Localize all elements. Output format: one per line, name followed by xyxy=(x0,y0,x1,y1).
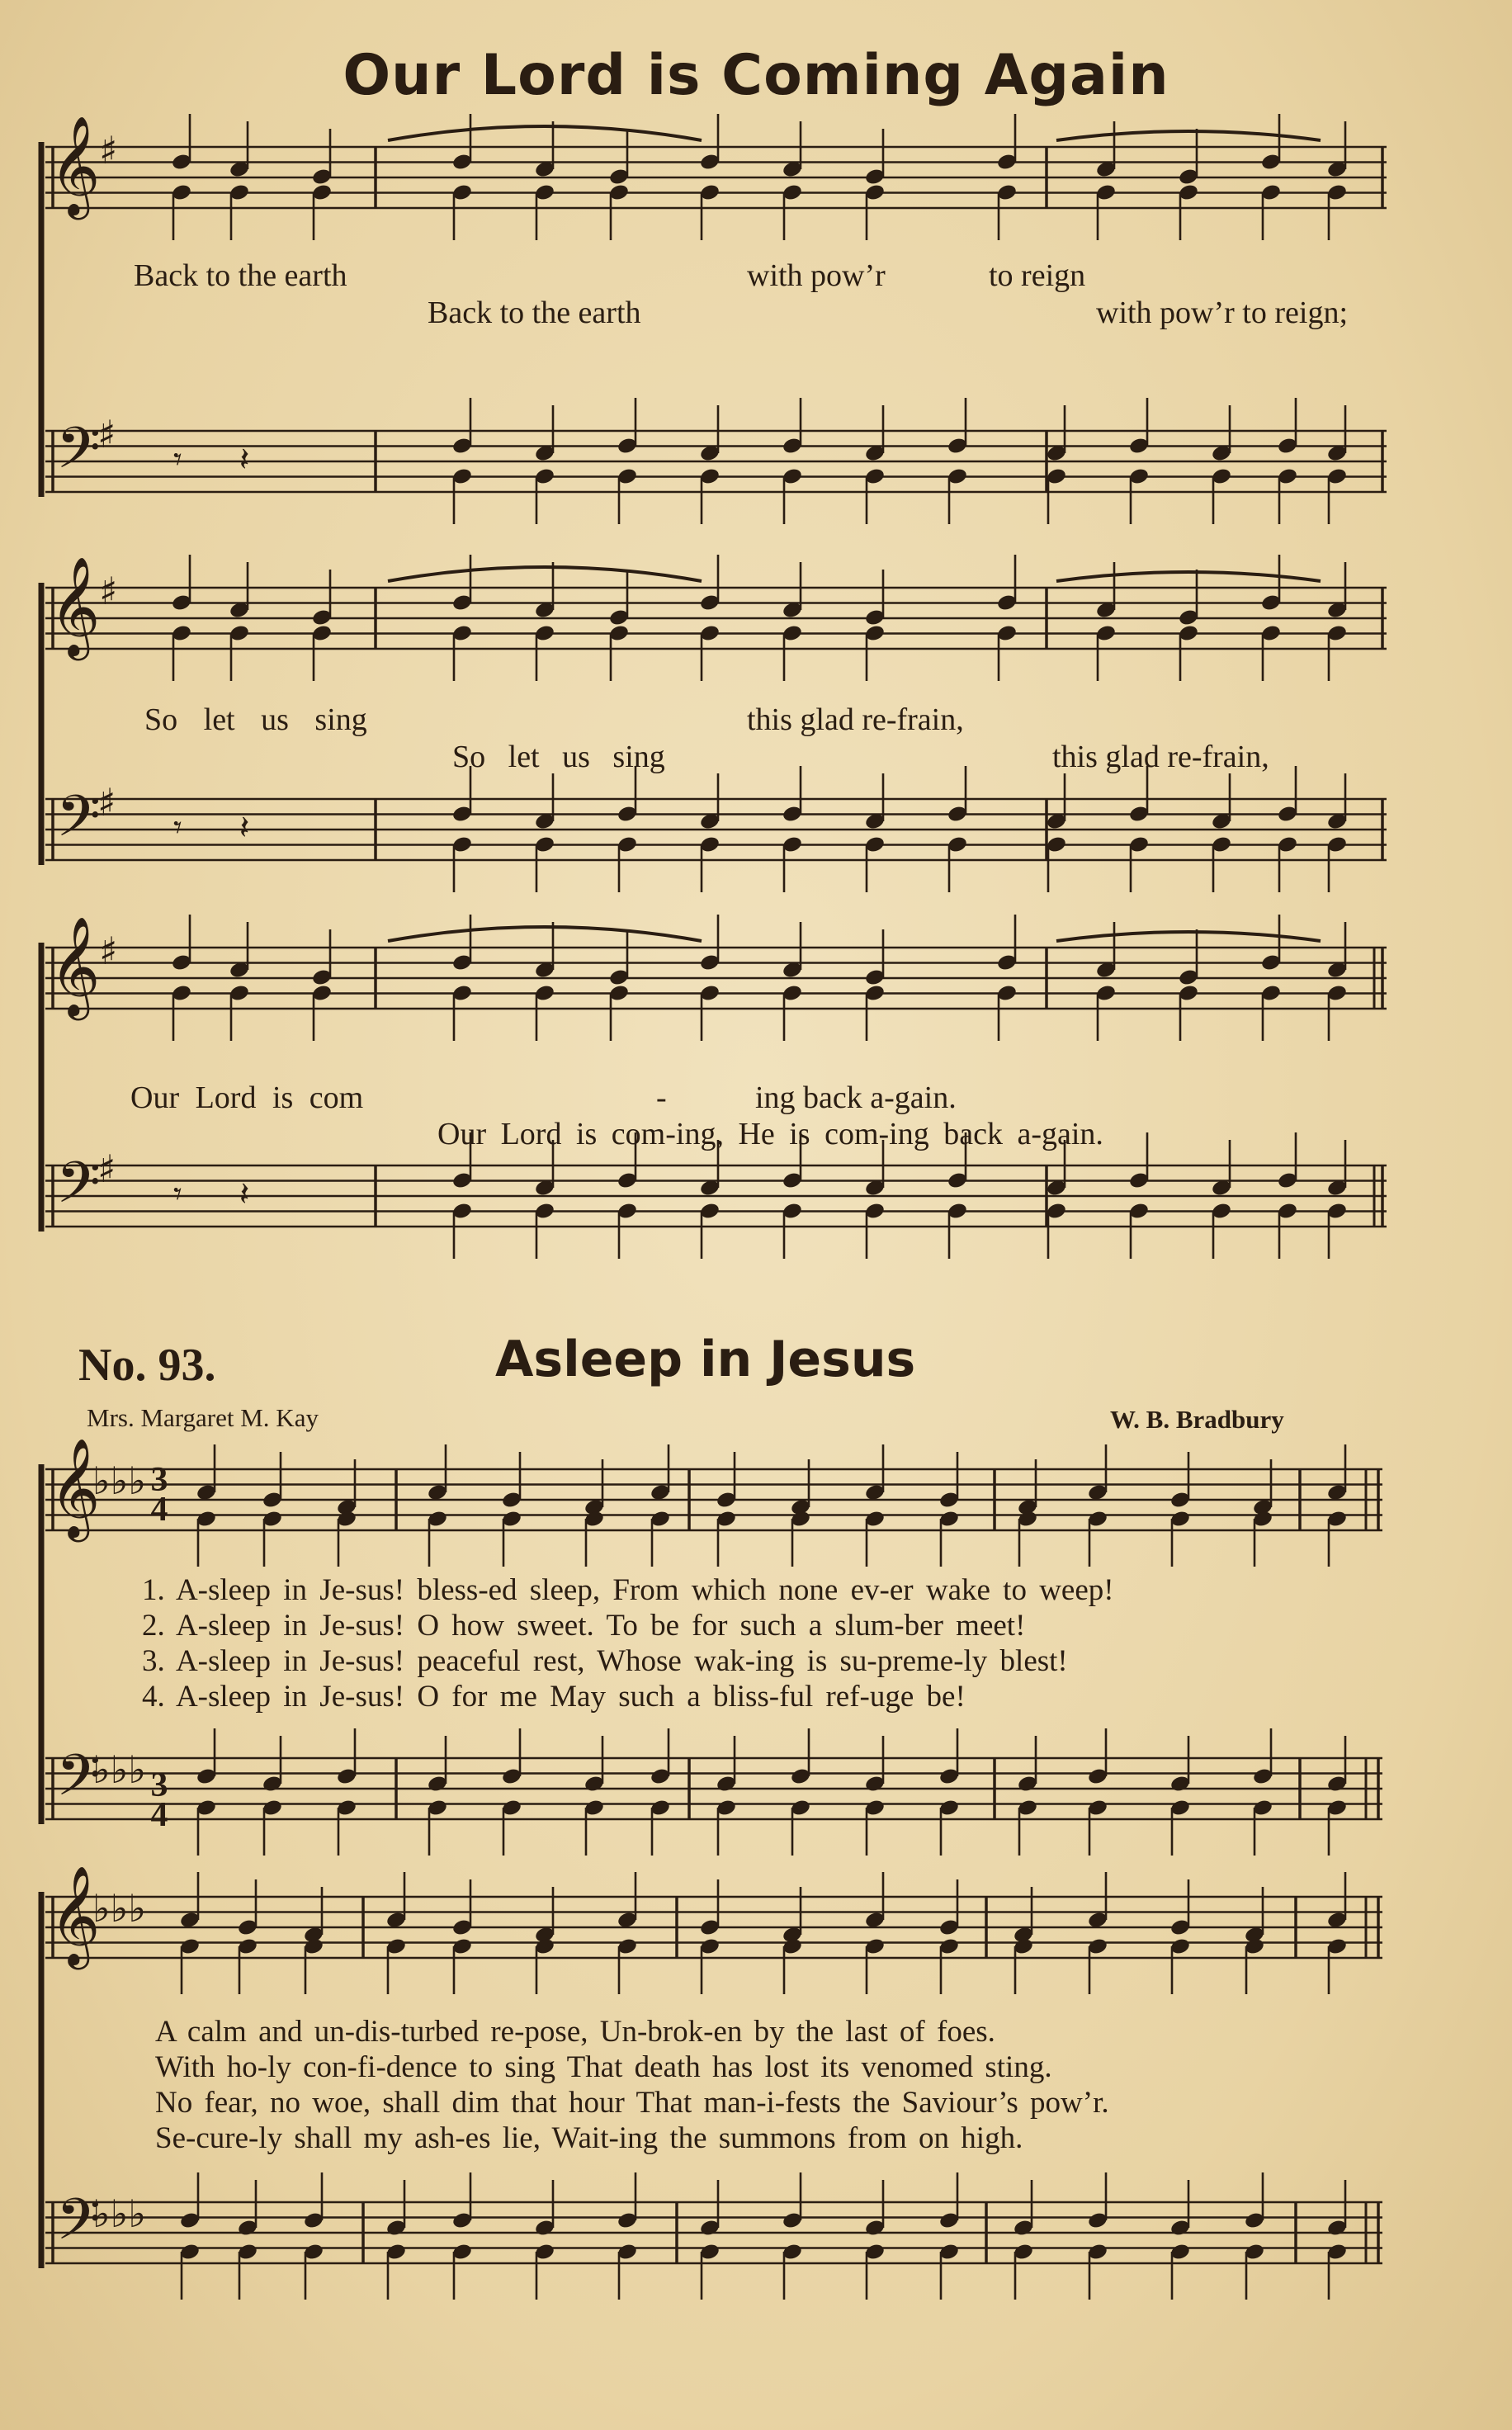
h1-system3-treble-clef: 𝄞 xyxy=(50,915,101,1016)
time-signature-treble: 3 4 xyxy=(150,1461,168,1529)
stanza-1-line: 1. A-sleep in Je-sus! bless-ed sleep, From which none ev-er wake to weep! xyxy=(142,1573,1114,1607)
hymn-number: No. 93. xyxy=(78,1340,216,1391)
h2-system2-bass-clef: 𝄢 xyxy=(56,2186,102,2267)
continuation-3-line: No fear, no woe, shall dim that hour That man-i-fests the Saviour’s pow’r. xyxy=(155,2086,1109,2120)
lyric-s2-lower-2: this glad re-frain, xyxy=(1052,740,1269,774)
lyric-s1-upper-1: Back to the earth xyxy=(134,258,347,293)
h2-system1-treble-clef: 𝄞 xyxy=(50,1437,101,1538)
h2-system1-bass-key: ♭♭♭ xyxy=(92,1747,147,1792)
h2-system1-treble-key: ♭♭♭ xyxy=(92,1458,147,1503)
h1-system1-tie xyxy=(1056,131,1321,140)
h1-system2-rest: 𝄾 xyxy=(173,809,182,846)
h1-system1-rest: 𝄽 xyxy=(239,441,250,478)
h1-system3-tie xyxy=(388,927,702,941)
lyric-s3-upper-3: ing back a-gain. xyxy=(755,1080,957,1115)
h1-system3-bass-clef: 𝄢 xyxy=(56,1149,102,1230)
hymn-title-our-lord-is-coming-again: Our Lord is Coming Again xyxy=(343,43,1169,108)
hymn-composer: W. B. Bradbury xyxy=(1110,1405,1284,1434)
lyric-s1-upper-2: with pow’r xyxy=(747,258,886,293)
h1-system3-tie xyxy=(1056,932,1321,941)
h1-system2-bass-key: ♯ xyxy=(97,780,116,825)
h1-system1-rest: 𝄾 xyxy=(173,441,182,478)
h2-system1-bass-clef: 𝄢 xyxy=(56,1742,102,1822)
lyric-s1-lower-1: Back to the earth xyxy=(428,295,641,330)
h2-system2-treble-key: ♭♭♭ xyxy=(92,1886,147,1931)
lyric-s2-lower-1: So let us sing xyxy=(452,740,665,774)
lyric-s3-upper-2: - xyxy=(656,1080,667,1115)
continuation-4-line: Se-cure-ly shall my ash-es lie, Wait-ing the summons from on high. xyxy=(155,2121,1023,2155)
lyric-s2-upper-1: So let us sing xyxy=(144,702,367,737)
h1-system3-rest: 𝄾 xyxy=(173,1175,182,1213)
h1-system1-bass-key: ♯ xyxy=(97,412,116,456)
h1-system3-treble-key: ♯ xyxy=(99,929,118,973)
h1-system2-bass-clef: 𝄢 xyxy=(56,782,102,863)
lyric-s3-lower-1: Our Lord is com-ing, He is com-ing back a-gain. xyxy=(437,1117,1103,1151)
stanza-4-line: 4. A-sleep in Je-sus! O for me May such a bliss-ful ref-uge be! xyxy=(142,1680,966,1714)
h1-system1-bass-clef: 𝄢 xyxy=(56,414,102,495)
lyric-s1-lower-2: with pow’r to reign; xyxy=(1096,295,1349,330)
hymn-author: Mrs. Margaret M. Kay xyxy=(87,1403,319,1432)
h1-system3-rest: 𝄽 xyxy=(239,1175,250,1213)
lyric-s3-upper-1: Our Lord is com xyxy=(130,1080,364,1115)
lyric-s1-upper-3: to reign xyxy=(989,258,1086,293)
h1-system1-tie xyxy=(388,126,702,140)
continuation-2-line: With ho-ly con-fi-dence to sing That death has lost its venomed sting. xyxy=(155,2050,1052,2084)
stanza-2-line: 2. A-sleep in Je-sus! O how sweet. To be for such a slum-ber meet! xyxy=(142,1609,1026,1643)
stanza-3-line: 3. A-sleep in Je-sus! peaceful rest, Whose wak-ing is su-preme-ly blest! xyxy=(142,1644,1068,1678)
hymn-title-asleep-in-jesus: Asleep in Jesus xyxy=(495,1331,916,1388)
time-signature-bass: 3 4 xyxy=(150,1766,168,1834)
lyric-s2-upper-2: this glad re-frain, xyxy=(747,702,964,737)
h2-system2-bass-key: ♭♭♭ xyxy=(92,2191,147,2236)
continuation-1-line: A calm and un-dis-turbed re-pose, Un-brok-en by the last of foes. xyxy=(155,2015,995,2049)
h1-system2-tie xyxy=(388,567,702,581)
h2-system2-treble-clef: 𝄞 xyxy=(50,1865,101,1965)
h1-system2-tie xyxy=(1056,572,1321,581)
h1-system2-treble-clef: 𝄞 xyxy=(50,555,101,656)
h1-system1-treble-clef: 𝄞 xyxy=(50,115,101,215)
h1-system3-bass-key: ♯ xyxy=(97,1146,116,1191)
h1-system2-treble-key: ♯ xyxy=(99,569,118,613)
h1-system1-treble-key: ♯ xyxy=(99,128,118,173)
h1-system2-rest: 𝄽 xyxy=(239,809,250,846)
